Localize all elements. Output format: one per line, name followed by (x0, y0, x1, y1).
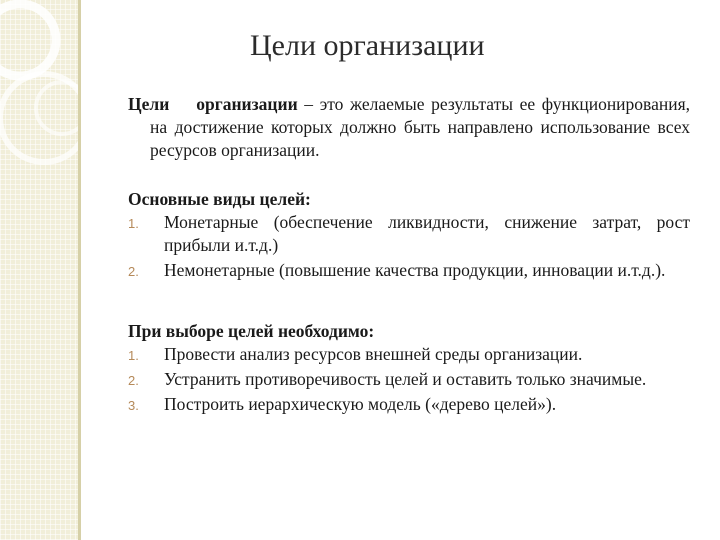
term-word-1: Цели (128, 94, 170, 114)
list-item-text: Монетарные (обеспечение ликвидности, снижение затрат, рост прибыли и.т.д.) (164, 212, 690, 255)
list-number: 2. (128, 373, 139, 388)
list-item (128, 393, 690, 416)
section-heading-goal-types: Основные виды целей: (128, 189, 311, 209)
list-item-text: Построить иерархическую модель («дерево целей»). (164, 394, 557, 414)
list-item (128, 368, 718, 391)
goal-selection-list (128, 343, 690, 416)
decorative-side-band (0, 0, 78, 540)
list-number: 3. (128, 398, 139, 413)
section-heading-goal-selection: При выборе целей необходимо: (128, 321, 375, 341)
list-number: 1. (128, 216, 139, 231)
term-word-2: организации (196, 94, 298, 114)
list-item-text: Провести анализ ресурсов внешней среды организации. (164, 344, 583, 364)
intro-definition (128, 93, 690, 162)
list-item (128, 211, 690, 257)
list-number: 1. (128, 348, 139, 363)
band-divider-line (78, 0, 81, 540)
list-item (128, 259, 690, 282)
list-item (128, 343, 690, 366)
goal-types-list (128, 211, 690, 282)
decorative-circles-graphic (0, 0, 78, 540)
term-highlight (128, 94, 298, 114)
slide-body (128, 93, 690, 418)
list-item-text: Немонетарные (повышение качества продукции, инновации и.т.д.). (164, 260, 666, 280)
list-item-text: Устранить противоречивость целей и оставить только значимые. (164, 369, 647, 389)
list-number: 2. (128, 264, 139, 279)
slide-title: Цели организации (250, 29, 485, 62)
definition-text: – это желаемые результаты ее функционирования, на достижение которых должно быть направлено использование всех ресурсов организации. (150, 94, 690, 160)
